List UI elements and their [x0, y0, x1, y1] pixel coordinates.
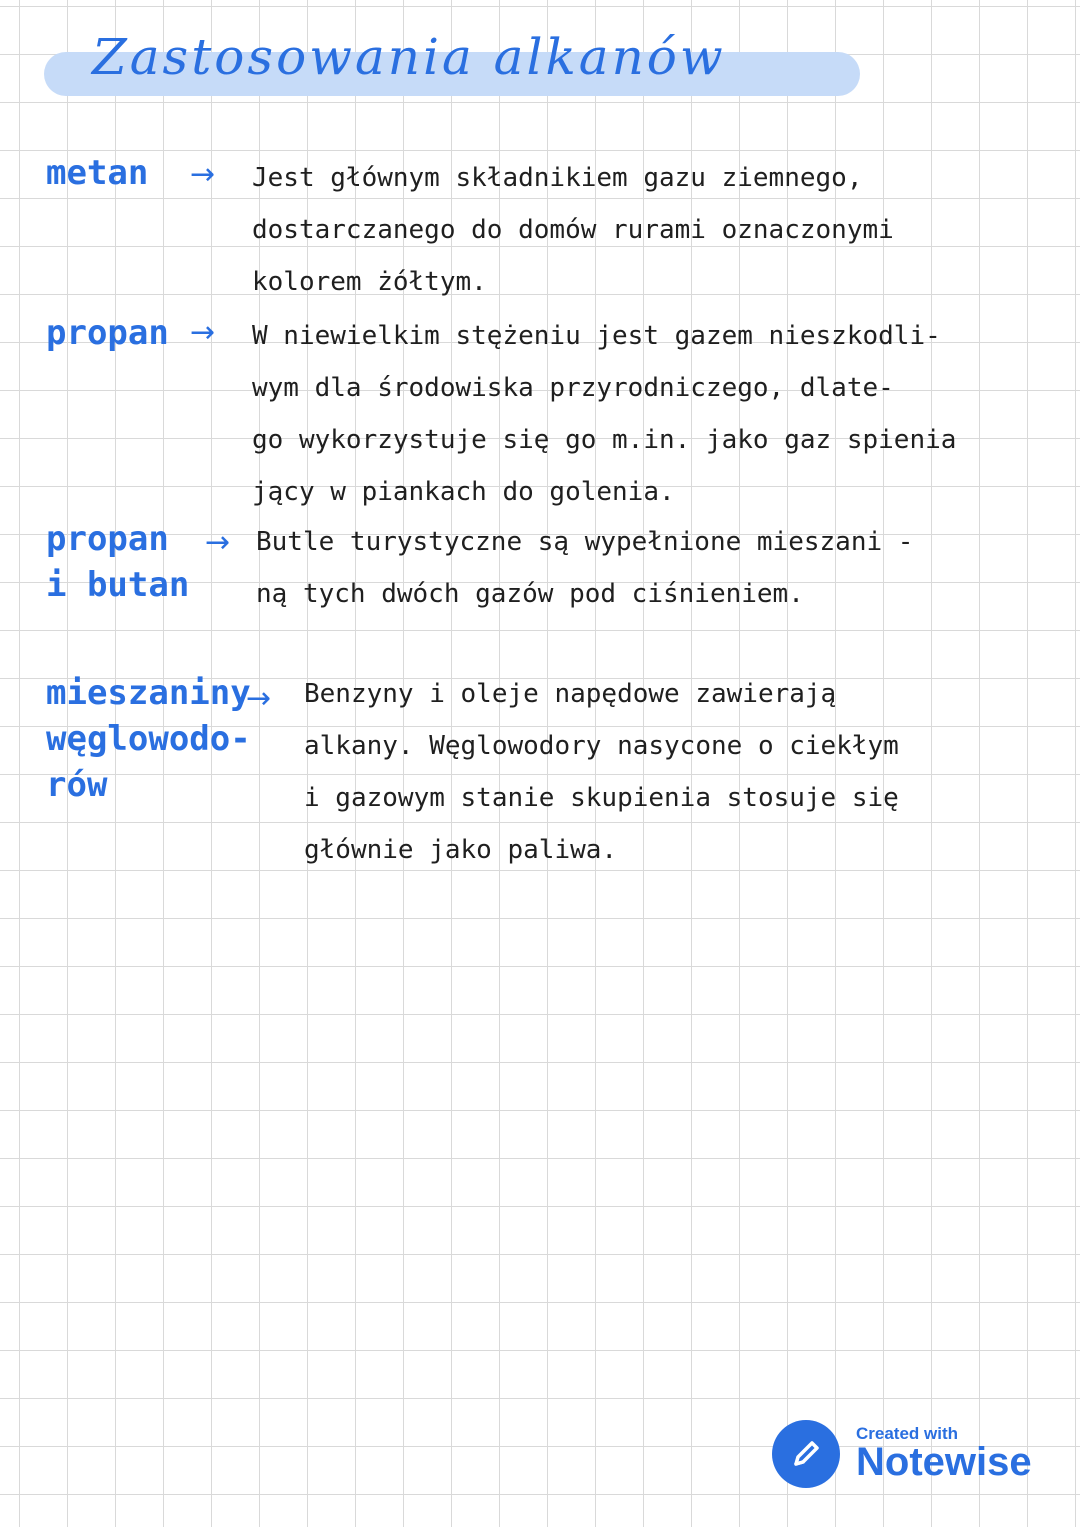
notewise-logo	[772, 1420, 840, 1488]
arrow-icon: →	[246, 681, 272, 716]
arrow-icon: →	[205, 525, 231, 560]
description-line: i gazowym stanie skupienia stosuje się	[304, 783, 899, 813]
badge-caption: Created with	[856, 1424, 959, 1443]
pencil-icon	[786, 1434, 826, 1474]
description-line: W niewielkim stężeniu jest gazem nieszkodli-	[252, 321, 941, 351]
description-line: alkany. Węglowodory nasycone o ciekłym	[304, 731, 899, 761]
term-line: propan	[46, 313, 169, 353]
description-mieszaniny	[304, 668, 899, 876]
term-propan	[46, 310, 169, 356]
description-line: głównie jako paliwa.	[304, 835, 618, 865]
badge-brand: Notewise	[856, 1440, 1032, 1484]
description-metan	[252, 152, 894, 308]
term-line: rów	[46, 765, 108, 805]
term-mieszaniny-weglowodorow	[46, 670, 251, 808]
description-line: Butle turystyczne są wypełnione mieszani -	[256, 527, 914, 557]
term-line: mieszaniny	[46, 673, 251, 713]
arrow-icon: →	[190, 315, 216, 350]
notewise-badge	[772, 1418, 1052, 1488]
description-line: ną tych dwóch gazów pod ciśnieniem.	[256, 579, 804, 609]
description-line: dostarczanego do domów rurami oznaczonymi	[252, 215, 894, 245]
term-line: węglowodo-	[46, 719, 251, 759]
description-line: kolorem żółtym.	[252, 267, 487, 297]
description-line: wym dla środowiska przyrodniczego, dlate-	[252, 373, 894, 403]
term-metan	[46, 150, 148, 196]
term-propan-i-butan	[46, 516, 189, 608]
term-line: metan	[46, 153, 149, 193]
description-line: Benzyny i oleje napędowe zawierają	[304, 679, 837, 709]
description-propan-i-butan	[256, 516, 913, 620]
arrow-icon: →	[190, 157, 216, 192]
description-line: jący w piankach do golenia.	[252, 477, 675, 507]
term-line: propan	[46, 519, 169, 559]
description-line: Jest głównym składnikiem gazu ziemnego,	[252, 163, 863, 193]
page-title: Zastosowania alkanów	[92, 28, 726, 86]
description-line: go wykorzystuje się go m.in. jako gaz spienia	[252, 425, 957, 455]
term-line: i butan	[46, 565, 190, 605]
description-propan	[252, 310, 956, 518]
